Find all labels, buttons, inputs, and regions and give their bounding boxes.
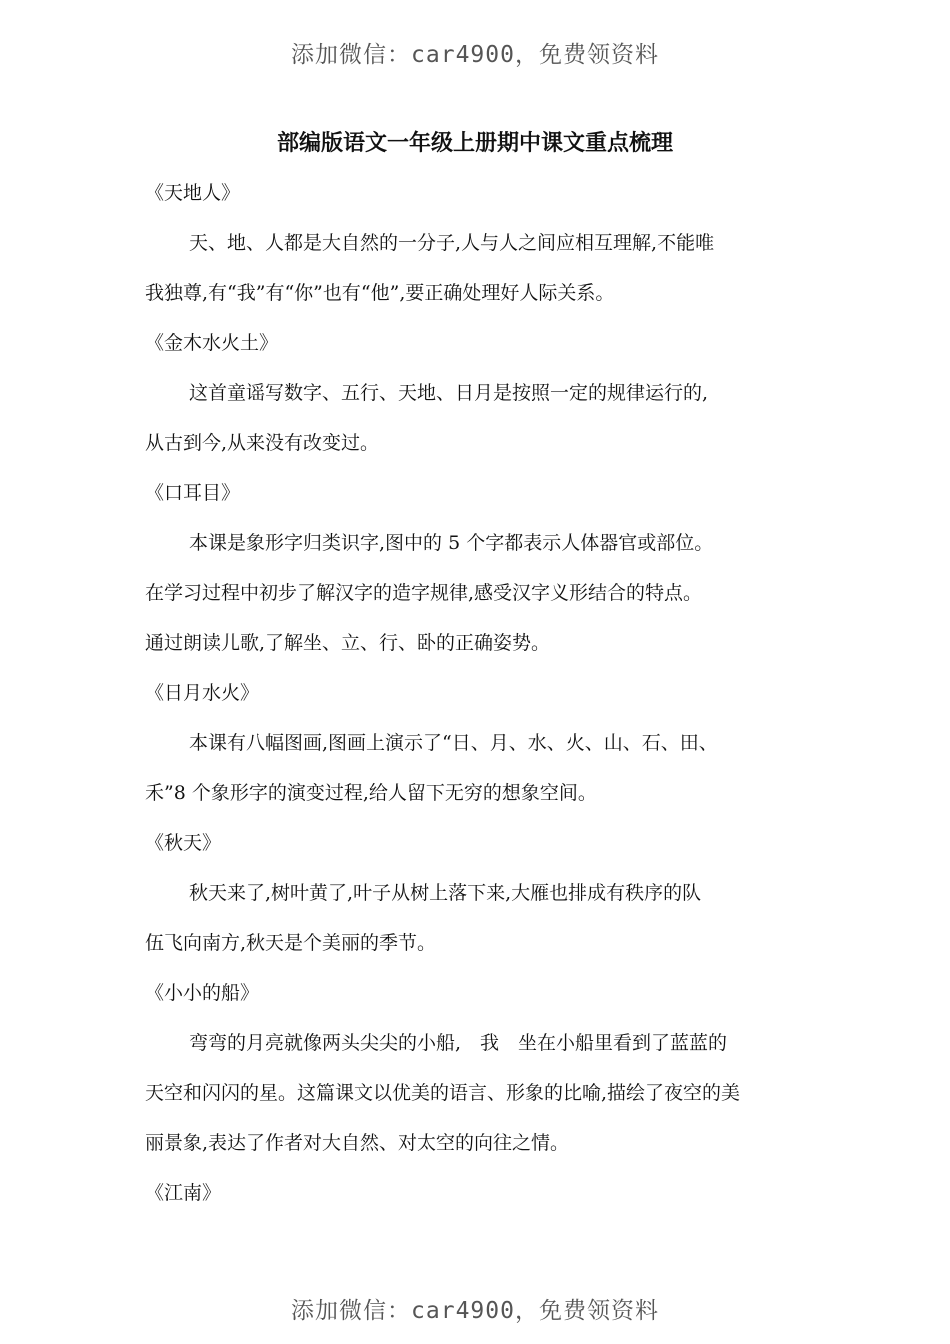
body-line: 这首童谣写数字、五行、天地、日月是按照一定的规律运行的, xyxy=(189,382,709,404)
body-line: 在学习过程中初步了解汉字的造字规律,感受汉字义形结合的特点。 xyxy=(145,582,703,604)
body-line: 通过朗读儿歌,了解坐、立、行、卧的正确姿势。 xyxy=(145,632,551,654)
body-line: 伍飞向南方,秋天是个美丽的季节。 xyxy=(145,932,437,954)
section-title: 《天地人》 xyxy=(145,182,241,204)
section-title: 《秋天》 xyxy=(145,832,222,854)
section-title: 《口耳目》 xyxy=(145,482,241,504)
body-line: 天、地、人都是大自然的一分子,人与人之间应相互理解,不能唯 xyxy=(189,232,715,254)
watermark-bottom: 添加微信：car4900，免费领资料 xyxy=(291,1298,659,1324)
section-title: 《日月水火》 xyxy=(145,682,260,704)
body-line: 从古到今,从来没有改变过。 xyxy=(145,432,380,454)
section-title: 《小小的船》 xyxy=(145,982,260,1004)
body-line: 我独尊,有“我”有“你”也有“他”,要正确处理好人际关系。 xyxy=(145,282,615,304)
body-line: 本课有八幅图画,图画上演示了“日、月、水、火、山、石、田、 xyxy=(189,732,718,754)
document-title: 部编版语文一年级上册期中课文重点梳理 xyxy=(276,131,673,156)
body-line: 秋天来了,树叶黄了,叶子从树上落下来,大雁也排成有秩序的队 xyxy=(189,882,702,904)
watermark-top: 添加微信：car4900，免费领资料 xyxy=(291,42,659,68)
body-line: 本课是象形字归类识字,图中的 5 个字都表示人体器官或部位。 xyxy=(189,532,714,554)
section-title: 《金木水火土》 xyxy=(145,332,279,354)
section-title: 《江南》 xyxy=(145,1182,222,1204)
body-line: 天空和闪闪的星。这篇课文以优美的语言、形象的比喻,描绘了夜空的美 xyxy=(145,1082,741,1104)
body-line: 禾”8 个象形字的演变过程,给人留下无穷的想象空间。 xyxy=(145,782,597,804)
document-body xyxy=(145,168,855,1218)
body-line: 弯弯的月亮就像两头尖尖的小船, 我 坐在小船里看到了蓝蓝的 xyxy=(189,1032,728,1054)
body-line: 丽景象,表达了作者对大自然、对太空的向往之情。 xyxy=(145,1132,570,1154)
